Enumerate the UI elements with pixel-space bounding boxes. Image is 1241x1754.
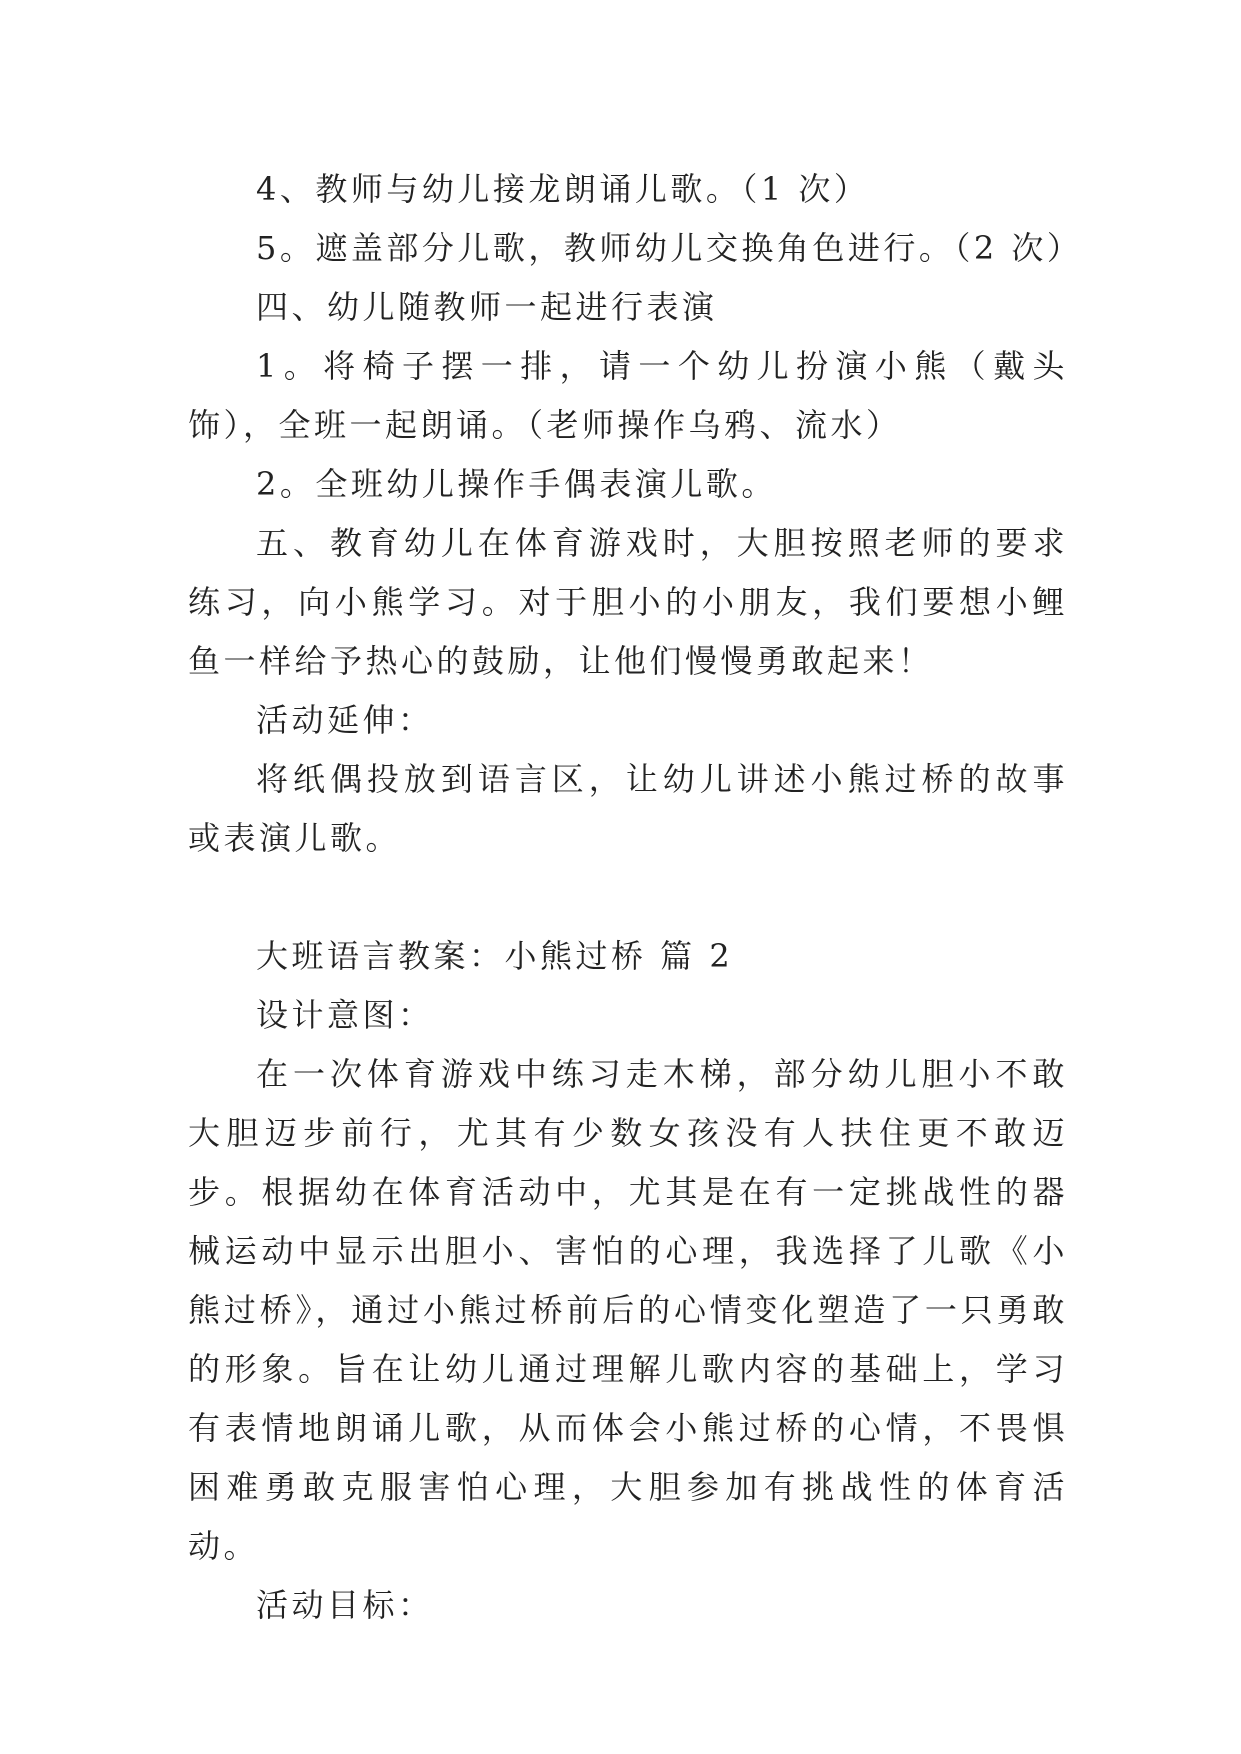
- paragraph-extension-body: 将纸偶投放到语言区，让幼儿讲述小熊过桥的故事或表演儿歌。: [188, 760, 1068, 857]
- paragraph-activity-goals-heading: 活动目标：: [256, 1586, 434, 1624]
- paragraph-performance-step-2: 2。全班幼儿操作手偶表演儿歌。: [256, 465, 777, 503]
- paragraph-section-four-heading: 四、幼儿随教师一起进行表演: [256, 288, 718, 326]
- paragraph-step-4: 4、教师与幼儿接龙朗诵儿歌。（1 次）: [256, 170, 870, 208]
- paragraph-step-5: 5。遮盖部分儿歌，教师幼儿交换角色进行。（2 次）: [256, 229, 1083, 267]
- document-body: [188, 160, 1083, 1635]
- paragraph-extension-heading: 活动延伸：: [256, 701, 434, 739]
- paragraph-design-intent-body: 在一次体育游戏中练习走木梯，部分幼儿胆小不敢大胆迈步前行，尤其有少数女孩没有人扶住更不敢迈步。根据幼在体育活动中，尤其是在有一定挑战性的器械运动中显示出胆小、害怕的心理，我选择了儿歌《小熊过桥》，通过小熊过桥前后的心情变化塑造了一只勇敢的形象。旨在让幼儿通过理解儿歌内容的基础上，学习有表情地朗诵儿歌，从而体会小熊过桥的心情，不畏惧困难勇敢克服害怕心理，大胆参加有挑战性的体育活动。: [188, 1055, 1068, 1565]
- section-spacer: [188, 868, 1068, 927]
- paragraph-design-intent-heading: 设计意图：: [256, 996, 434, 1034]
- section-title: 大班语言教案：小熊过桥 篇 2: [256, 937, 734, 975]
- paragraph-performance-step-1: 1。将椅子摆一排，请一个幼儿扮演小熊（戴头饰），全班一起朗诵。（老师操作乌鸦、流水）: [188, 347, 1068, 444]
- paragraph-section-five: 五、教育幼儿在体育游戏时，大胆按照老师的要求练习，向小熊学习。对于胆小的小朋友，我们要想小鲤鱼一样给予热心的鼓励，让他们慢慢勇敢起来！: [188, 524, 1068, 680]
